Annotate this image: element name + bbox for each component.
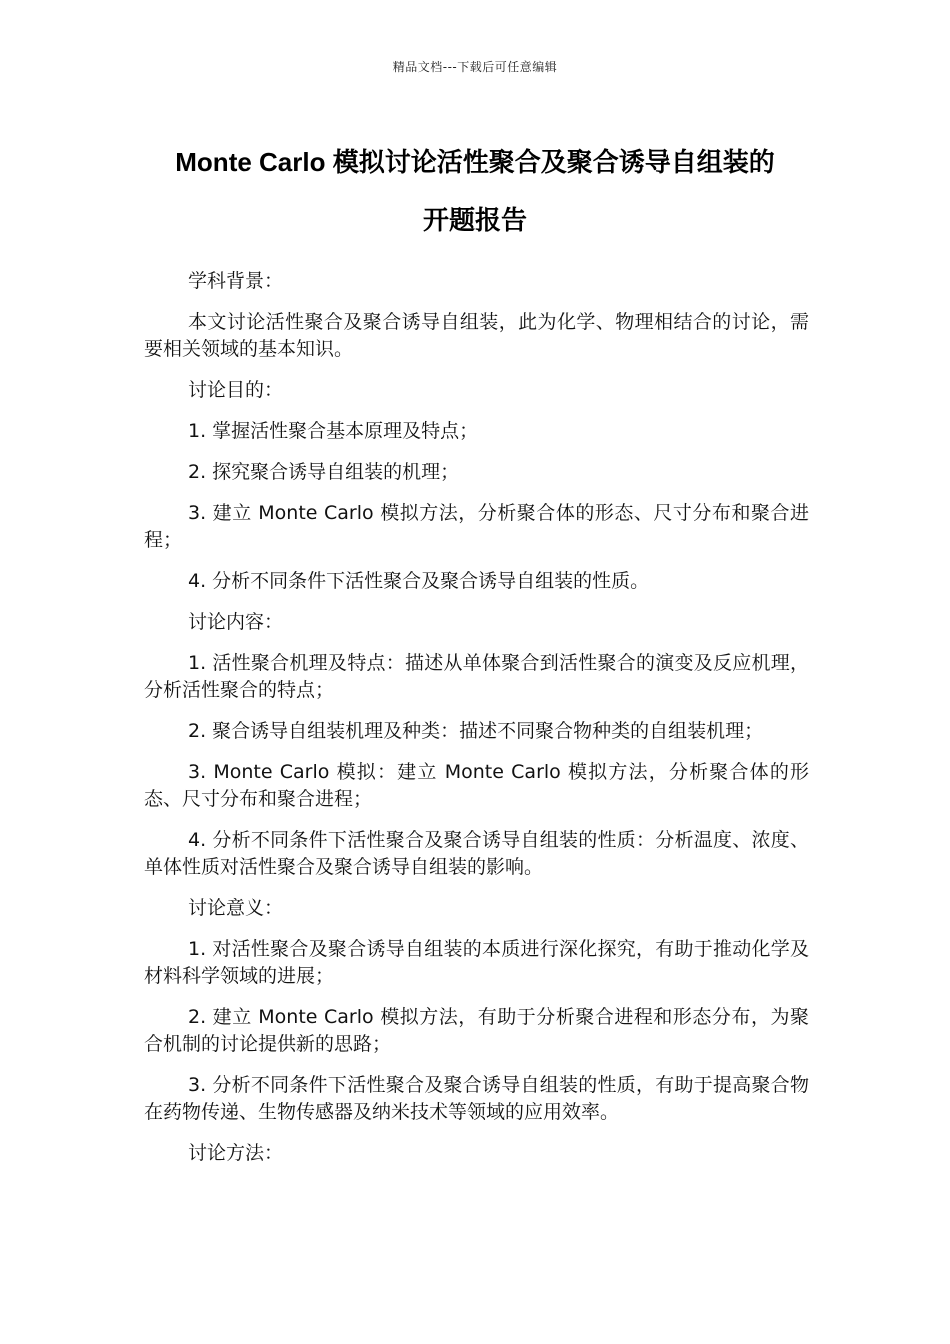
title-line-1: Monte Carlo 模拟讨论活性聚合及聚合诱导自组装的 — [175, 147, 775, 177]
list-item-content-3: 3. Monte Carlo 模拟：建立 Monte Carlo 模拟方法，分析聚合体的形态、尺寸分布和聚合进程； — [144, 761, 809, 810]
list-item-purpose-2: 2. 探究聚合诱导自组装的机理； — [188, 461, 460, 483]
list-item-significance-2: 2. 建立 Monte Carlo 模拟方法，有助于分析聚合进程和形态分布，为聚合机制的讨论提供新的思路； — [144, 1006, 809, 1055]
section-heading-content: 讨论内容： — [188, 611, 284, 633]
section-heading-background: 学科背景： — [188, 270, 284, 292]
list-item-content-1: 1. 活性聚合机理及特点：描述从单体聚合到活性聚合的演变及反应机理，分析活性聚合的特点； — [144, 652, 809, 701]
list-item-significance-1: 1. 对活性聚合及聚合诱导自组装的本质进行深化探究，有助于推动化学及材料科学领域的进展； — [144, 938, 809, 987]
document-body — [144, 268, 809, 1181]
list-item-purpose-1: 1. 掌握活性聚合基本原理及特点； — [188, 420, 479, 442]
title-line-2: 开题报告 — [422, 205, 527, 235]
list-item-significance-3: 3. 分析不同条件下活性聚合及聚合诱导自组装的性质，有助于提高聚合物在药物传递、生物传感器及纳米技术等领域的应用效率。 — [144, 1074, 809, 1123]
document-title — [100, 133, 850, 249]
paragraph-background: 本文讨论活性聚合及聚合诱导自组装，此为化学、物理相结合的讨论，需要相关领域的基本知识。 — [144, 311, 809, 360]
section-heading-purpose: 讨论目的： — [188, 379, 284, 401]
list-item-content-2: 2. 聚合诱导自组装机理及种类：描述不同聚合物种类的自组装机理； — [188, 720, 764, 742]
list-item-content-4: 4. 分析不同条件下活性聚合及聚合诱导自组装的性质：分析温度、浓度、单体性质对活性聚合及聚合诱导自组装的影响。 — [144, 829, 809, 878]
section-heading-significance: 讨论意义： — [188, 897, 284, 919]
list-item-purpose-3: 3. 建立 Monte Carlo 模拟方法，分析聚合体的形态、尺寸分布和聚合进程； — [144, 502, 809, 551]
section-heading-method: 讨论方法： — [188, 1142, 284, 1164]
list-item-purpose-4: 4. 分析不同条件下活性聚合及聚合诱导自组装的性质。 — [188, 570, 650, 592]
header-note: 精品文档---下载后可任意编辑 — [392, 60, 558, 74]
